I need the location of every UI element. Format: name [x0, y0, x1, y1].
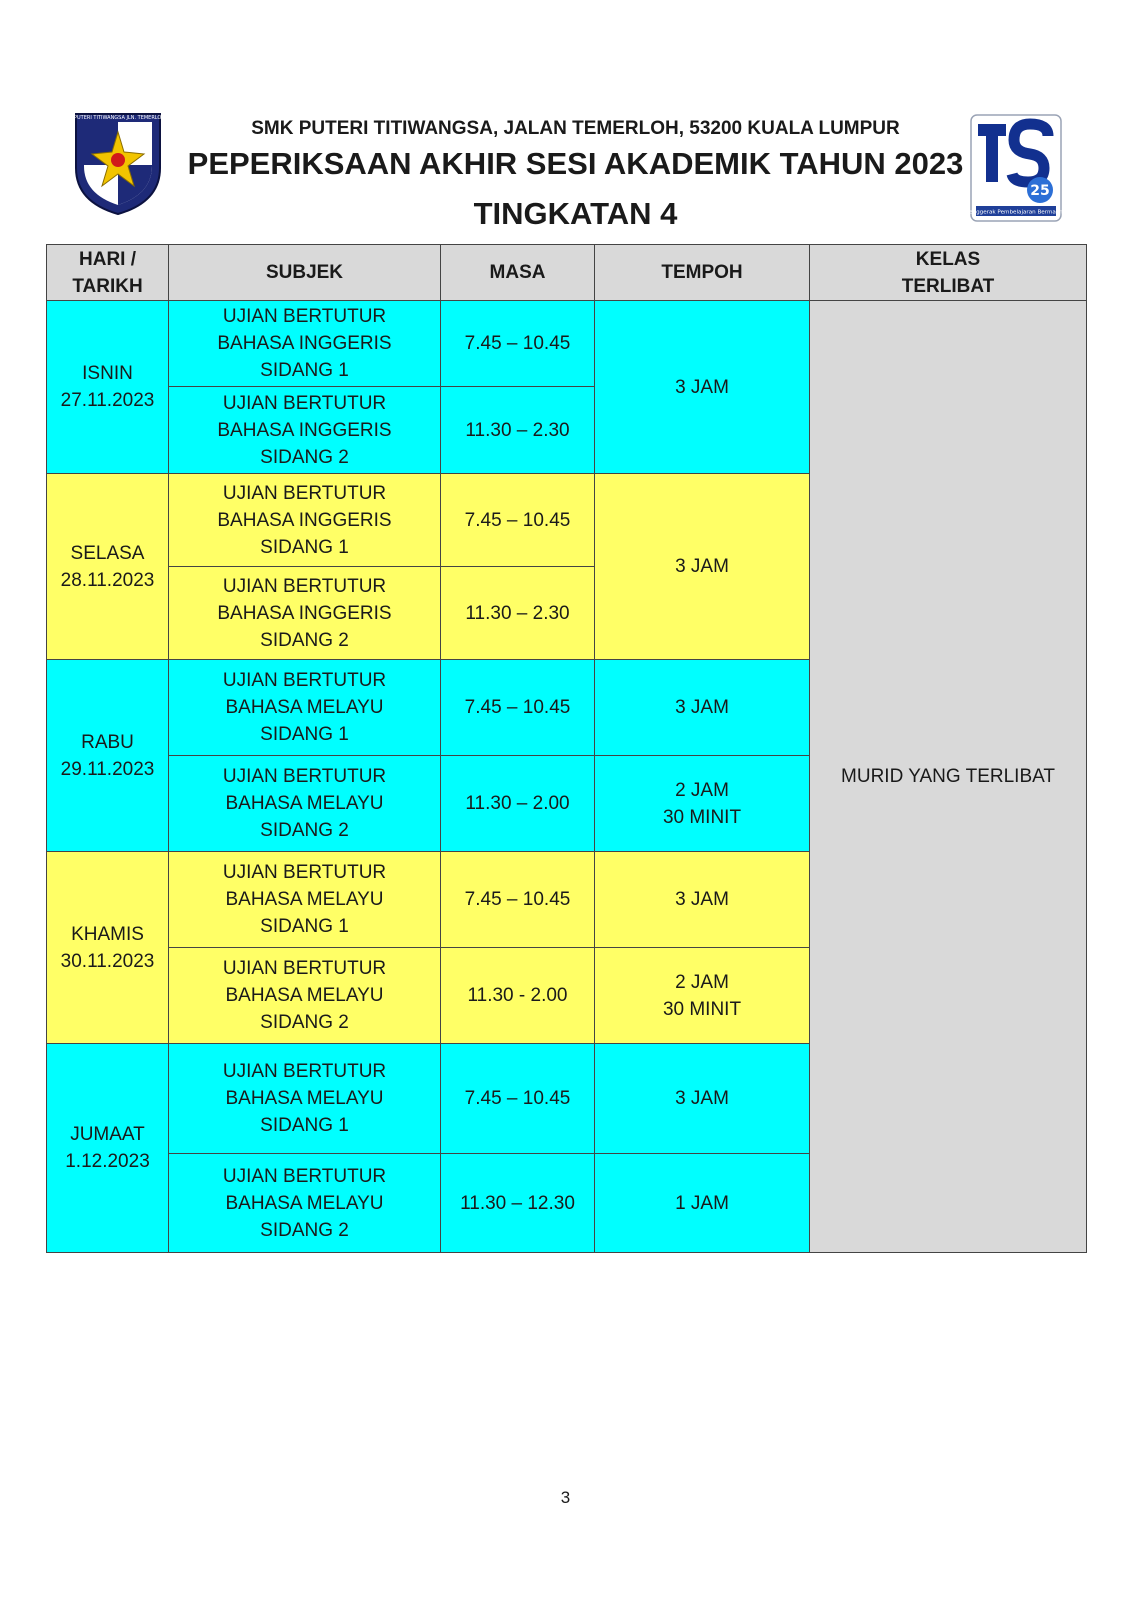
svg-text:25: 25: [1030, 183, 1050, 199]
duration-cell: [595, 756, 810, 852]
subject-line: BAHASA INGGERIS: [217, 333, 392, 354]
subject-line: SIDANG 1: [260, 360, 349, 381]
day-name: JUMAAT: [70, 1124, 145, 1145]
day-cell: [47, 660, 169, 852]
time-cell: 7.45 – 10.45: [441, 1044, 595, 1154]
day-date: 1.12.2023: [65, 1151, 150, 1172]
page-number: 3: [560, 1488, 571, 1507]
subject-line: SIDANG 2: [260, 1219, 349, 1241]
subject-line: BAHASA INGGERIS: [217, 602, 392, 624]
subject-cell: [169, 1044, 441, 1154]
subject-line: SIDANG 1: [260, 916, 349, 937]
school-address: SMK PUTERI TITIWANGSA, JALAN TEMERLOH, 53200 KUALA LUMPUR: [251, 118, 900, 139]
duration-line: 2 JAM: [675, 971, 729, 993]
time-cell: 11.30 – 2.30: [441, 387, 595, 474]
col-header-time: MASA: [441, 245, 595, 301]
subject-line: UJIAN BERTUTUR: [222, 306, 387, 327]
subject-cell: [169, 756, 441, 852]
subject-line: UJIAN BERTUTUR: [222, 862, 387, 883]
subject-cell: [169, 1154, 441, 1253]
day-date: 30.11.2023: [60, 950, 155, 972]
exam-schedule-table: [46, 244, 1087, 1253]
subject-line: UJIAN BERTUTUR: [222, 482, 387, 504]
duration-cell: [595, 948, 810, 1044]
subject-line: SIDANG 1: [260, 1115, 349, 1136]
duration-line: 2 JAM: [675, 779, 729, 801]
subject-cell: [169, 301, 441, 387]
day-cell: [47, 852, 169, 1044]
time-cell: 7.45 – 10.45: [441, 301, 595, 387]
header-row: [47, 245, 1087, 301]
subject-line: BAHASA MELAYU: [225, 1192, 384, 1214]
subject-line: BAHASA INGGERIS: [217, 419, 392, 441]
duration-cell: 3 JAM: [595, 660, 810, 756]
day-name: ISNIN: [82, 363, 133, 384]
day-date: 27.11.2023: [60, 390, 155, 411]
day-cell: [47, 1044, 169, 1253]
subject-cell: [169, 948, 441, 1044]
svg-text:Penggerak Pembelajaran Bermakn: Penggerak Pembelajaran Bermakna: [965, 209, 1067, 216]
subject-line: UJIAN BERTUTUR: [222, 670, 387, 691]
exam-title: PEPERIKSAAN AKHIR SESI AKADEMIK TAHUN 2023: [187, 146, 964, 181]
subject-cell: [169, 567, 441, 660]
day-date: 28.11.2023: [60, 569, 155, 591]
subject-line: UJIAN BERTUTUR: [222, 1061, 387, 1082]
day-date: 29.11.2023: [60, 758, 155, 780]
time-cell: 11.30 – 12.30: [441, 1154, 595, 1253]
subject-line: UJIAN BERTUTUR: [222, 575, 387, 597]
duration-cell: 3 JAM: [595, 852, 810, 948]
duration-line: 30 MINIT: [662, 998, 742, 1020]
duration-cell: 3 JAM: [595, 474, 810, 660]
duration-cell: 3 JAM: [595, 301, 810, 474]
duration-cell: 3 JAM: [595, 1044, 810, 1154]
subject-line: BAHASA MELAYU: [225, 793, 384, 814]
time-cell: 11.30 - 2.00: [441, 948, 595, 1044]
day-cell: [47, 301, 169, 474]
time-cell: 7.45 – 10.45: [441, 474, 595, 567]
subject-line: SIDANG 2: [260, 1012, 349, 1033]
subject-line: BAHASA MELAYU: [225, 1088, 384, 1109]
col-header-day-line1: HARI /: [79, 248, 136, 270]
subject-line: SIDANG 2: [260, 629, 349, 651]
table-row: [47, 301, 1087, 387]
subject-cell: [169, 660, 441, 756]
col-header-class-line2: TERLIBAT: [901, 275, 995, 297]
day-cell: [47, 474, 169, 660]
day-name: KHAMIS: [71, 923, 144, 945]
day-name: SELASA: [70, 542, 145, 564]
subject-cell: [169, 474, 441, 567]
subject-cell: [169, 387, 441, 474]
col-header-day: [47, 245, 169, 301]
col-header-class-line1: KELAS: [915, 248, 981, 270]
col-header-class: [810, 245, 1087, 301]
subject-line: SIDANG 2: [260, 446, 349, 468]
subject-line: SIDANG 1: [260, 724, 349, 745]
subject-line: SIDANG 1: [260, 536, 349, 558]
subject-line: UJIAN BERTUTUR: [222, 1165, 387, 1187]
time-cell: 11.30 – 2.00: [441, 756, 595, 852]
col-header-day-line2: TARIKH: [72, 275, 143, 297]
col-header-duration: TEMPOH: [595, 245, 810, 301]
subject-line: BAHASA MELAYU: [225, 985, 384, 1006]
time-cell: 7.45 – 10.45: [441, 660, 595, 756]
form-level: TINGKATAN 4: [473, 196, 678, 231]
subject-line: BAHASA MELAYU: [225, 889, 384, 910]
duration-line: 30 MINIT: [662, 806, 742, 828]
duration-cell: 1 JAM: [595, 1154, 810, 1253]
class-involved-cell: MURID YANG TERLIBAT: [810, 301, 1087, 1253]
subject-line: BAHASA INGGERIS: [217, 509, 392, 531]
subject-cell: [169, 852, 441, 948]
subject-line: UJIAN BERTUTUR: [222, 958, 387, 979]
svg-text:SMK PUTERI TITIWANGSA JLN. TEM: SMK PUTERI TITIWANGSA JLN. TEMERLOH, KL: [61, 115, 175, 121]
subject-line: UJIAN BERTUTUR: [222, 392, 387, 414]
col-header-subject: SUBJEK: [169, 245, 441, 301]
time-cell: 11.30 – 2.30: [441, 567, 595, 660]
subject-line: BAHASA MELAYU: [225, 697, 384, 718]
subject-line: UJIAN BERTUTUR: [222, 766, 387, 787]
time-cell: 7.45 – 10.45: [441, 852, 595, 948]
day-name: RABU: [81, 731, 134, 753]
subject-line: SIDANG 2: [260, 820, 349, 841]
